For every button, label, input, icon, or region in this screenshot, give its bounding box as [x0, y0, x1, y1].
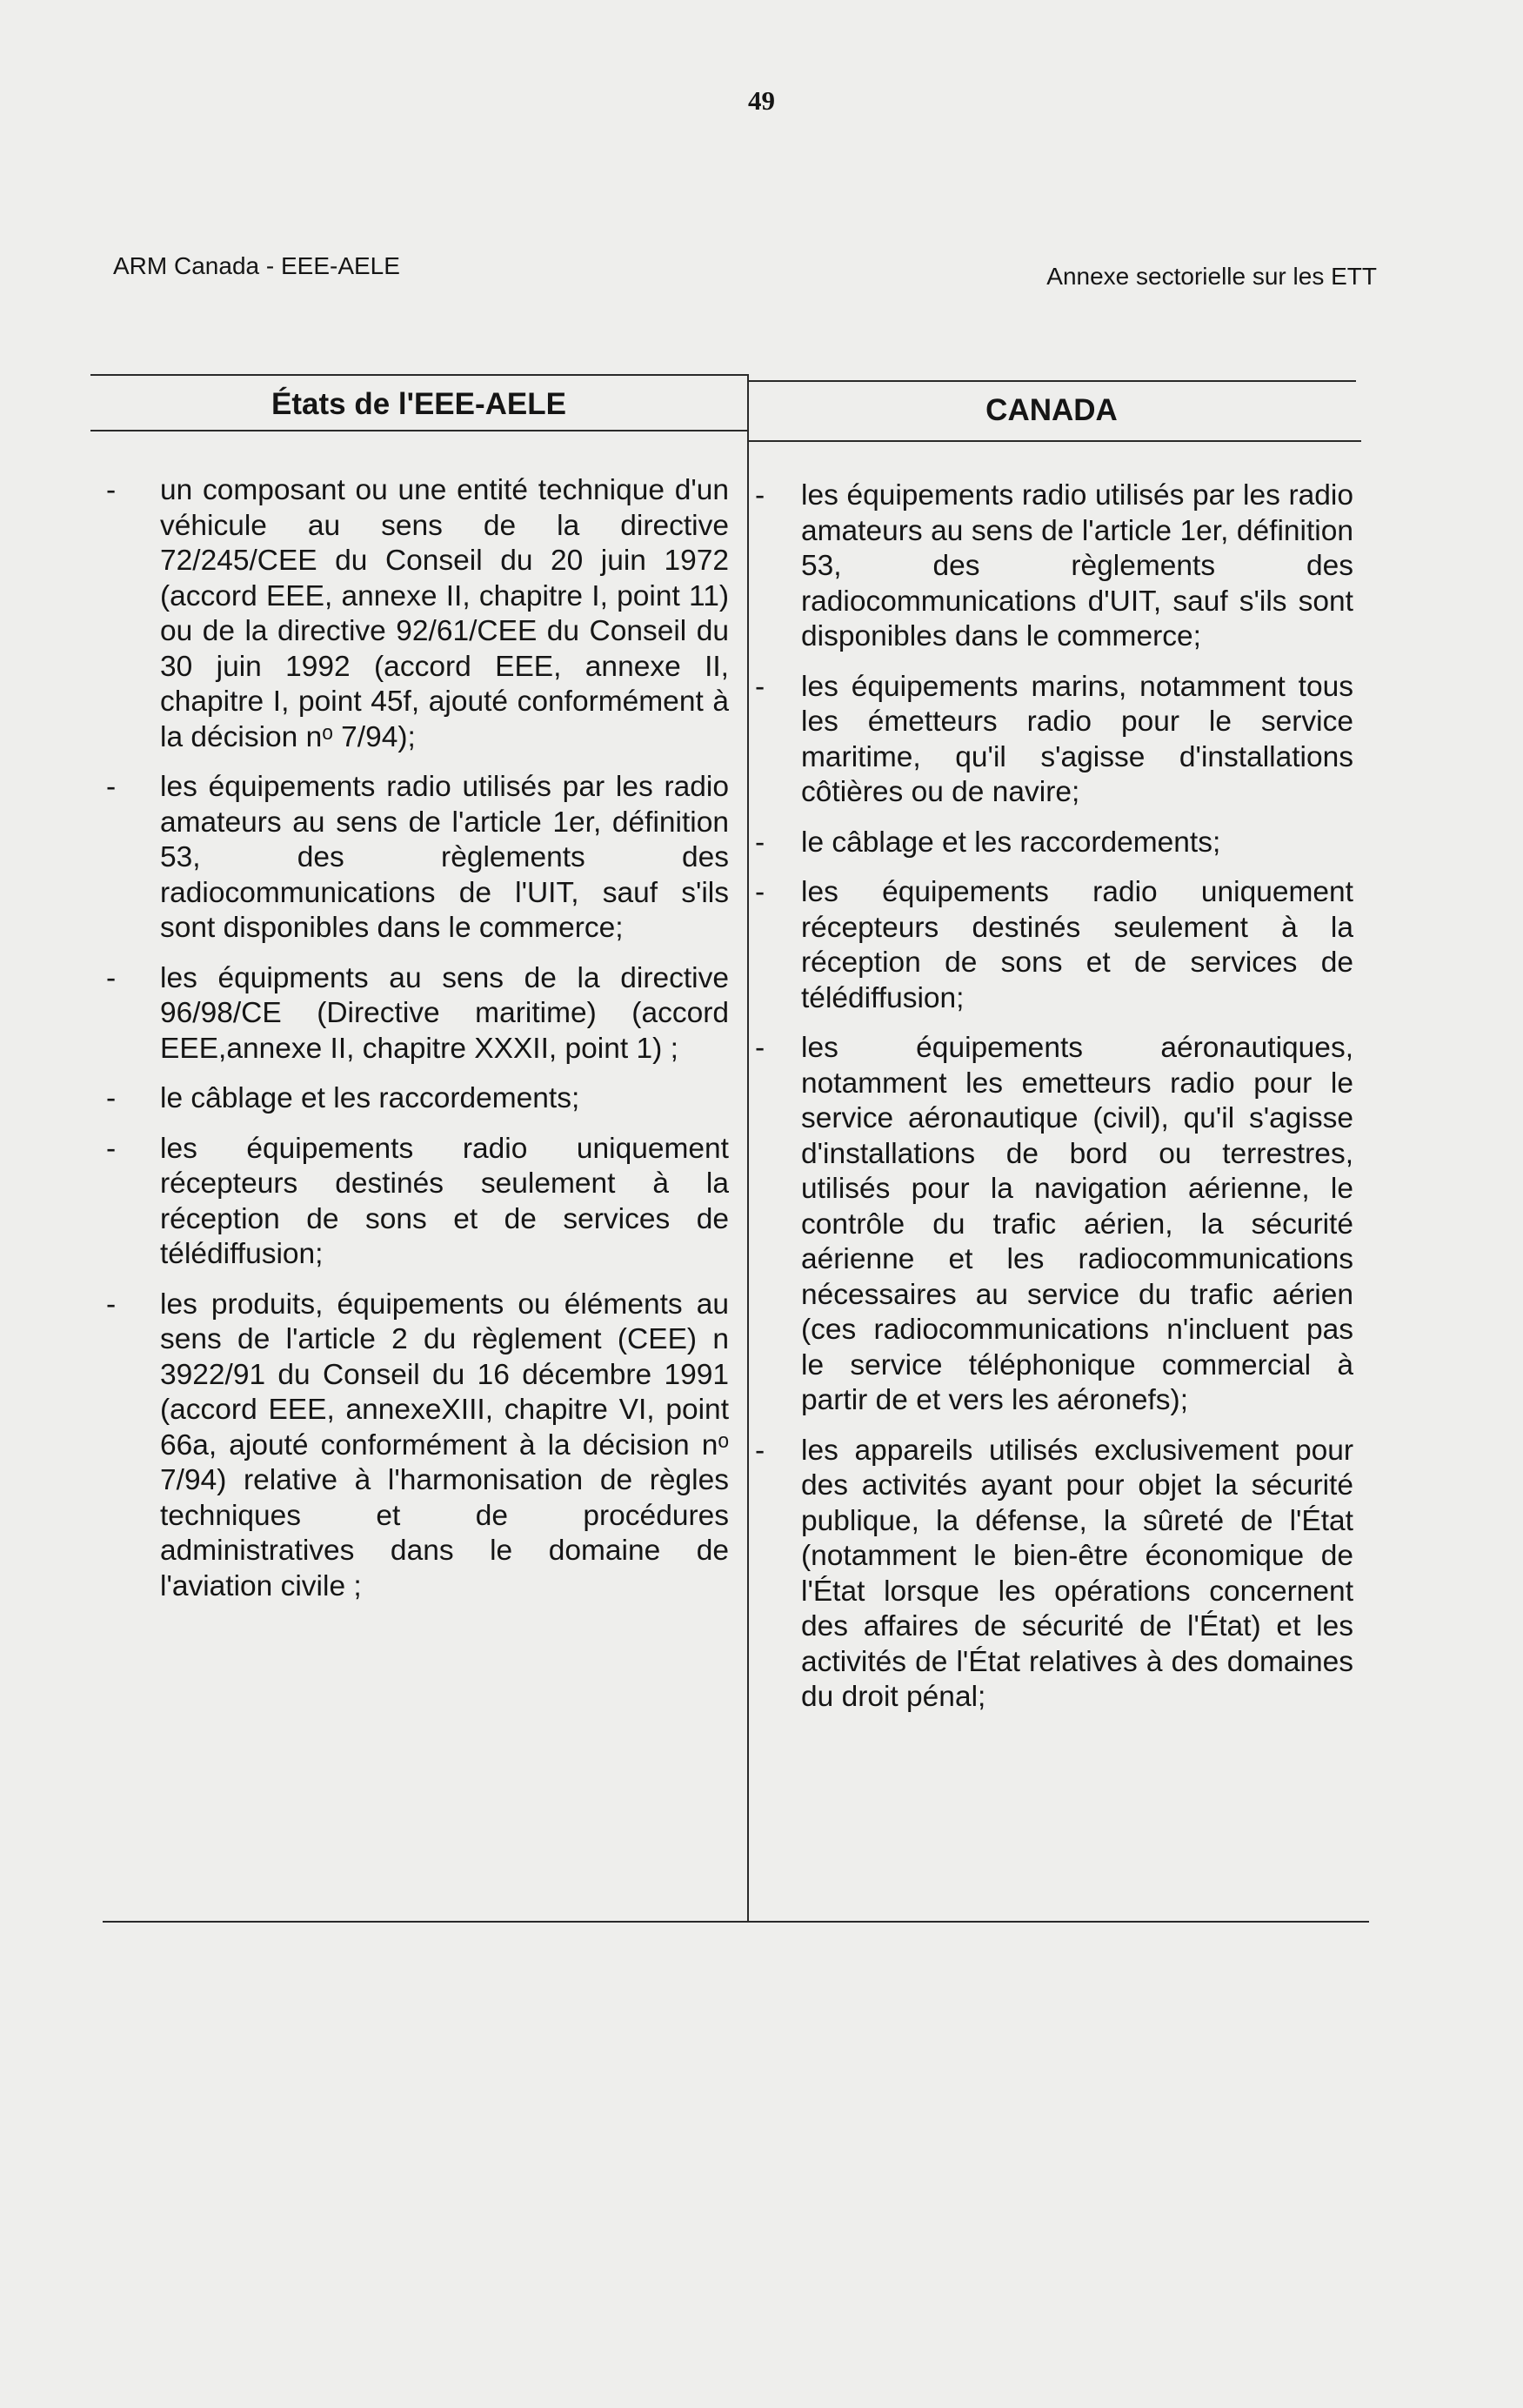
list-item-text: les équipments au sens de la directive 96/98/CE (Directive maritime) (accord EEE,annexe II, chapitre XXXII, point 1) ; [160, 961, 729, 1065]
table-top-rule-left [90, 374, 747, 376]
column-divider [747, 374, 749, 1921]
heading-rule-right [747, 440, 1361, 442]
list-item [753, 478, 1353, 655]
list-item [106, 1132, 729, 1273]
heading-rule-left [90, 430, 747, 431]
left-column-heading: États de l'EEE-AELE [271, 387, 566, 421]
right-column [753, 478, 1353, 1730]
list-item-text: les équipements radio uniquement récepteurs destinés seulement à la réception de sons et de services de télédiffusion; [160, 1132, 729, 1270]
bullet-dash: - [106, 1082, 117, 1114]
table-top-rule-right [747, 380, 1356, 382]
bullet-dash: - [106, 1288, 117, 1321]
bullet-dash: - [755, 876, 765, 908]
bullet-dash: - [106, 1132, 117, 1165]
list-item [753, 875, 1353, 1016]
bullet-dash: - [755, 1032, 765, 1064]
bullet-dash: - [755, 1434, 765, 1467]
list-item [753, 1031, 1353, 1419]
list-item [753, 670, 1353, 811]
bullet-dash: - [755, 670, 765, 703]
header-left: ARM Canada - EEE-AELE [113, 252, 400, 279]
list-item [106, 473, 729, 755]
bullet-dash: - [106, 771, 117, 803]
list-item-text: le câblage et les raccordements; [160, 1082, 580, 1114]
list-item-text: les équipements aéronautiques, notamment les emetteurs radio pour le service aéronautique (civil), qu'il s'agisse d'installations de bord ou terrestres, utilisés pour la navigation aérienne, le contrôle du trafic aérien, la sécurité aérienne et les radiocommunications nécessaires au service du trafic aérien (ces radiocommunications n'incluent pas le service téléphonique commercial à partir de et vers les aéronefs); [801, 1032, 1353, 1416]
list-item-text: le câblage et les raccordements; [801, 826, 1221, 859]
bullet-dash: - [106, 961, 117, 994]
list-item-text: les produits, équipements ou éléments au sens de l'article 2 du règlement (CEE) n 3922/91 du Conseil du 16 décembre 1991 (accord EEE, annexeXIII, chapitre VI, point 66a, ajouté conformément à la décision nᵒ 7/94) relative à l'harmonisation de règles techniques et de procédures administratives dans le domaine de l'aviation civile ; [160, 1288, 729, 1602]
bullet-dash: - [106, 474, 117, 506]
page-number: 49 [748, 85, 775, 116]
list-item-text: les équipements radio utilisés par les radio amateurs au sens de l'article 1er, définition 53, des règlements des radiocommunications d'UIT, sauf s'ils sont disponibles dans le commerce; [801, 479, 1353, 652]
list-item [753, 1434, 1353, 1716]
list-item [753, 826, 1353, 861]
list-item-text: un composant ou une entité technique d'un véhicule au sens de la directive 72/245/CEE du Conseil du 20 juin 1972 (accord EEE, annexe II, chapitre I, point 11) ou de la directive 92/61/CEE du Conseil du 30 juin 1992 (accord EEE, annexe II, chapitre I, point 45f, ajouté conformément à la décision nᵒ 7/94); [160, 474, 729, 753]
list-item-text: les appareils utilisés exclusivement pour des activités ayant pour objet la sécurité publique, la défense, la sûreté de l'État (notamment le bien-être économique de l'État lorsque les opérations concernent des affaires de sécurité de l'État) et les activités de l'État relatives à des domaines du droit pénal; [801, 1434, 1353, 1713]
list-item-text: les équipements marins, notamment tous les émetteurs radio pour le service maritime, qu'il s'agisse d'installations côtières ou de navire; [801, 670, 1353, 808]
list-item [106, 1288, 729, 1605]
list-item [106, 1081, 729, 1117]
table-bottom-rule [103, 1921, 1369, 1923]
header-right: Annexe sectorielle sur les ETT [1046, 263, 1377, 290]
list-item-text: les équipements radio utilisés par les radio amateurs au sens de l'article 1er, définition 53, des règlements des radiocommunications de l'UIT, sauf s'ils sont disponibles dans le commerce; [160, 771, 729, 944]
bullet-dash: - [755, 479, 765, 512]
right-column-heading: CANADA [985, 393, 1118, 427]
left-column [106, 473, 729, 1619]
list-item-text: les équipements radio uniquement récepteurs destinés seulement à la réception de sons et de services de télédiffusion; [801, 876, 1353, 1014]
bullet-dash: - [755, 826, 765, 859]
list-item [106, 961, 729, 1067]
list-item [106, 770, 729, 946]
